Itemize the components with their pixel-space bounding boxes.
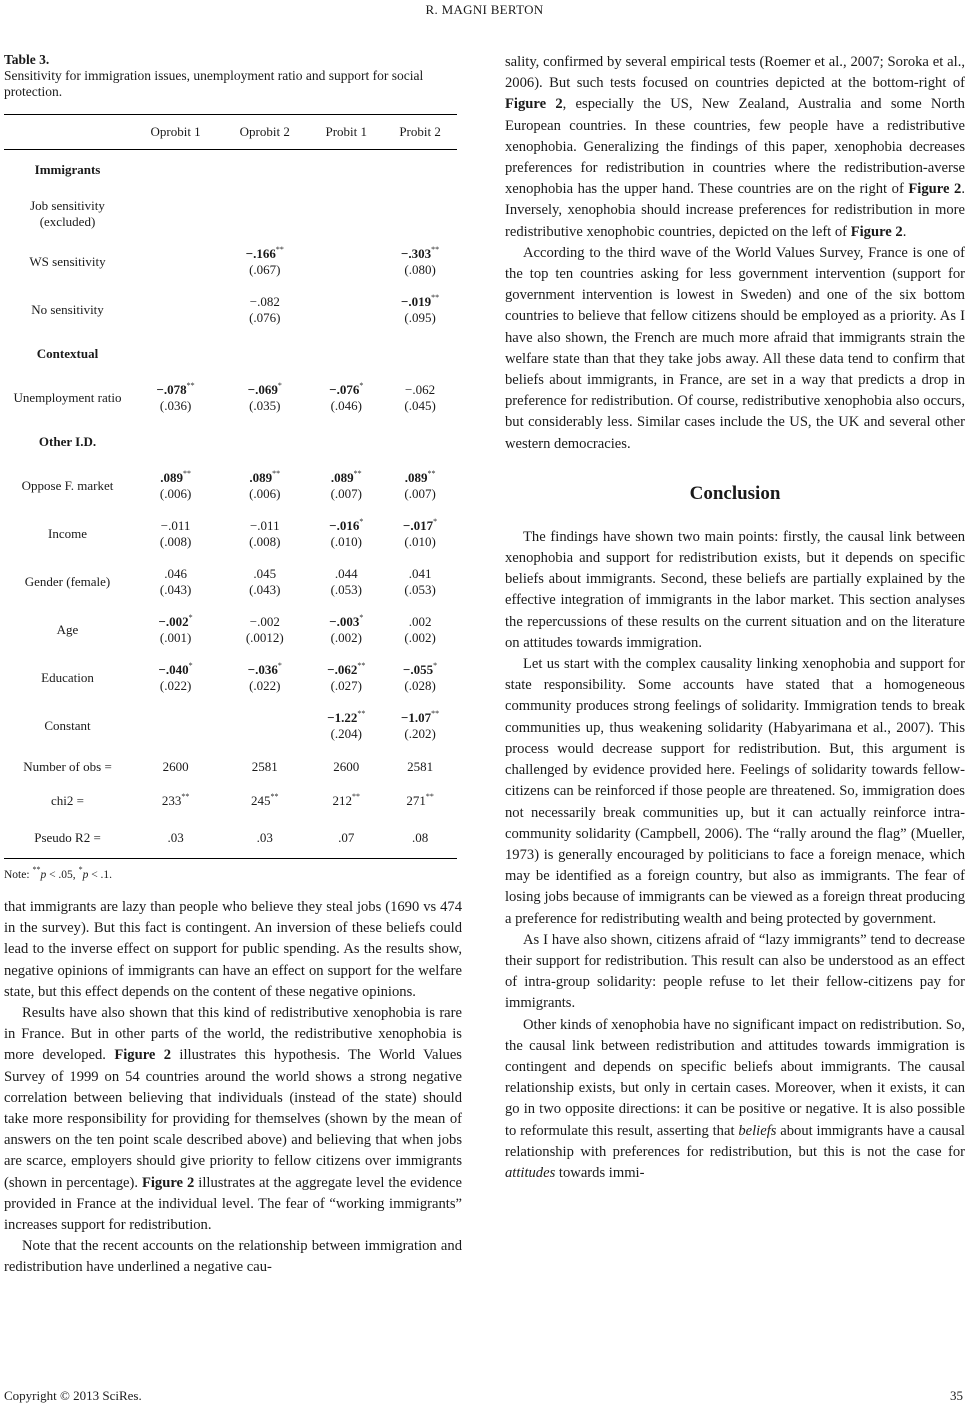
table-cell [383,654,457,702]
significance-stars: * [277,660,282,670]
standard-error: (.043) [249,582,281,597]
table-cell: .03 [220,818,309,859]
section-label: Immigrants [34,162,101,177]
standard-error: (.002) [404,630,436,645]
coefficient: −.166 [245,246,276,261]
table-cell [309,654,383,702]
paragraph: Other kinds of xenophobia have no significant impact on redistribution. So, the causal link between redistribution and attitudes towards immigration is contingent and depends on specific beliefs about immigrants. The causal relationship exists, but only in certain cases. Moreover, when it exists, it can go in two opposite directions: it can be positive or negative. It is also possible to reformulate this result, asserting that beliefs about immigrants have a causal relationship with preferences for redistribution, but this is not the case for attitudes towards immi- [505,1016,965,1181]
significance-stars: ** [431,292,440,302]
row-label: Constant [44,718,91,733]
coefficient: −.011 [160,518,191,533]
standard-error: (.095) [404,310,436,325]
table-row [4,784,457,818]
standard-error: (.007) [330,486,362,501]
significance-stars: ** [272,468,281,478]
table-cell [131,286,220,334]
coefficient: −.003 [329,614,360,629]
table-cell [309,462,383,510]
coefficient: −.002 [158,614,189,629]
standard-error: (.010) [404,534,436,549]
row-label: Oppose F. market [21,478,114,493]
table-caption: Sensitivity for immigration issues, unemployment ratio and support for social protection. [4,68,424,99]
section-label: Other I.D. [38,434,97,449]
coefficient: .089 [160,470,183,485]
table-note: Note: **p < .05, *p < .1. [4,865,113,881]
standard-error: (.053) [404,582,436,597]
row-label: Age [56,622,79,637]
significance-stars: * [359,380,364,390]
table-cell [220,654,309,702]
coefficient: .089 [404,470,428,485]
significance-stars: * [277,380,282,390]
significance-stars: * [433,660,438,670]
paragraph: sality, confirmed by several empirical tests (Roemer et al., 2007; Soroka et al., 2006). But such tests focused on countries depicted at the bottom-right of Figure 2, especially the US, New Zealand, Australia and some North European countries. In these countries, few people have a redistributive xenophobia. Generalizing the findings of this paper, xenophobia decreases preferences for redistribution in countries where the redistribution-averse xenophobia has the upper hand. These countries are on the right of Figure 2. Inversely, xenophobia should increase preferences for redistribution in more redistributive xenophobic countries, depicted on the left of Figure 2. [505,54,965,240]
coefficient: .089 [330,470,354,485]
table-cell [131,238,220,286]
standard-error: (.022) [159,678,192,693]
table-cell: .08 [383,818,457,859]
coefficient: .041 [408,566,432,581]
row-label: Number of obs = [23,759,112,774]
right-column [505,52,965,1184]
row-label: Income [48,526,87,541]
coefficient: −.062 [405,382,436,397]
table-row [4,558,457,606]
coefficient: −.040 [158,662,189,677]
table-cell [220,286,309,334]
table-row [4,238,457,286]
standard-error: (.045) [404,398,436,413]
standard-error: (.076) [249,310,281,325]
standard-error: (.022) [249,678,281,693]
standard-error: (.001) [159,630,192,645]
significance-stars: ** [431,244,440,254]
table-row [4,374,457,422]
significance-stars: ** [186,380,195,390]
table-row [4,190,457,238]
table-cell: 212** [332,791,361,808]
standard-error: (.028) [404,678,436,693]
significance-stars: ** [270,791,279,801]
significance-stars: ** [182,468,191,478]
table-cell: 2600 [333,759,360,774]
running-header: R. MAGNI BERTON [425,2,544,17]
table-cell [220,238,309,286]
coefficient: .089 [249,470,273,485]
significance-stars: * [188,612,193,622]
figure-reference: Figure 2 [908,181,962,198]
figure-reference: Figure 2 [114,1047,172,1064]
significance-stars: ** [353,468,362,478]
significance-stars: ** [357,660,366,670]
significance-stars: ** [275,244,284,254]
standard-error: (.067) [249,262,281,277]
table-row [4,750,457,784]
row-label: chi2 = [51,793,84,808]
row-label: Gender (female) [24,574,111,589]
paragraph: that immigrants are lazy than people who believe they steal jobs (1690 vs 474 in the survey). But this fact is contingent. An inversion of these beliefs could lead to the inverse effect on support for public spending. As the results show, negative opinions of immigrants can have an effect on support for the welfare state, but this effect depends on the content of these negative opinions. [4,899,462,1000]
section-row [4,334,457,374]
table-title: Table 3. [4,52,50,67]
row-label: No sensitivity [31,302,104,317]
table-cell [383,238,457,286]
page-number: 35 [950,1388,963,1403]
row-label: Pseudo R2 = [4,818,131,859]
paragraph: As I have also shown, citizens afraid of “lazy immigrants” tend to decrease their support for redistribution. This result can also be understood as an effect of intra-group solidarity: people refuse to let their fellow-citizens pay for immigrants. [505,931,965,1012]
coefficient: −.016 [329,518,360,533]
column-header [4,115,131,150]
table-cell [309,558,383,606]
table-row [4,510,457,558]
coefficient: .046 [164,566,187,581]
row-label: Job sensitivity (excluded) [30,198,105,229]
figure-reference: Figure 2 [141,1174,195,1191]
table-cell [383,374,457,422]
column-header: Probit 2 [383,115,457,150]
table-cell [131,462,220,510]
standard-error: (.204) [330,726,362,741]
regression-table [4,114,457,859]
table-cell [383,606,457,654]
table-cell [131,558,220,606]
table-row [4,462,457,510]
significance-stars: ** [352,791,361,801]
table-cell [131,606,220,654]
paragraph: Results have also shown that this kind of redistributive xenophobia is rare in France. But in other parts of the world, the redistributive xenophobia is more developed. Figure 2 illustrates this hypothesis. The World Values Survey of 1999 on 54 countries around the world shows a strong negative correlation between believing that individuals (instead of the state) should take more responsibility for providing for themselves (shown by the mean of answers on the ten point scale described above) and believing that when jobs are scarce, employers should give priority to fellow citizens over immigrants (shown in percentage). Figure 2 illustrates at the aggregate level the evidence provided in France at the individual level. The fear of “working immigrants” increases support for redistribution. [4,1005,463,1234]
coefficient: −1.07 [401,710,432,725]
coefficient: −1.22 [327,710,358,725]
coefficient: −.019 [401,294,432,309]
section-row [4,422,457,462]
table-cell [309,286,383,334]
table-cell [309,510,383,558]
paragraph: The findings have shown two main points: firstly, the causal link between xenophobia and support for redistribution exists, but it depends on specific beliefs about immigrants. Second, these beliefs are partially explained by the effective integration of immigrants in the labor market. This section analyses the repercussions of these results on the current situation and on the literature on attitudes towards immigration. [505,528,965,651]
table-cell [220,510,309,558]
table-cell: 233** [161,791,190,808]
standard-error: (.036) [159,398,192,413]
significance-stars: * [359,516,364,526]
table-cell: 2600 [162,759,189,774]
table-cell [131,702,220,750]
section-label: Contextual [36,346,99,361]
significance-stars: * [359,612,364,622]
table-row [4,286,457,334]
table-row [4,702,457,750]
left-column [4,52,462,1279]
table-cell: .03 [131,818,220,859]
coefficient: −.011 [249,518,280,533]
copyright-footer: Copyright © 2013 SciRes. [4,1388,142,1403]
table-cell [220,558,309,606]
standard-error: (.053) [330,582,362,597]
table-row [4,606,457,654]
significance-stars: ** [357,708,366,718]
table-cell: 2581 [407,759,434,774]
significance-stars: * [433,516,438,526]
column-header: Oprobit 2 [220,115,309,150]
section-row [4,150,457,191]
table-cell [309,374,383,422]
standard-error: (.008) [249,534,281,549]
significance-stars: ** [181,791,190,801]
significance-stars: ** [431,708,440,718]
table-cell [383,510,457,558]
table-cell: .07 [309,818,383,859]
coefficient: −.076 [329,382,360,397]
significance-stars: ** [427,468,436,478]
row-label: Education [41,670,94,685]
emphasis: attitudes [505,1164,556,1181]
standard-error: (.008) [159,534,192,549]
coefficient: −.017 [403,518,434,533]
standard-error: (.0012) [245,630,284,645]
paragraph: Let us start with the complex causality linking xenophobia and support for state responsibility. Some accounts have stated that a homogeneous community produces strong feelings of solidarity. Immigration tends to break communities up, thus weakening solidarity (Habyarimana et al., 2007). This process would decrease support for redistribution. But, this argument is challenged by evidence provided here. Feelings of solidarity towards fellow-citizens can be reinforced if those people are threatened. So, immigration does not necessarily break communities up, but it can actually reinforce intra-community solidarity (Campbell, 2006). The “rally around the flag” (Mueller, 1973) is generally encouraged by politicians to face a foreign menace, which may be identified as a foreign country, but also as immigrants. The fear of losing jobs because of immigrants can be viewed as a foreign threat producing a preference for redistributing wealth and being protected by government. [505,656,965,927]
coefficient: −.069 [247,382,278,397]
table-cell: 2581 [251,759,278,774]
table-header-row [4,115,457,150]
standard-error: (.035) [249,398,281,413]
table-row [4,654,457,702]
table-cell: 271** [406,791,434,808]
table-cell [131,510,220,558]
row-label: WS sensitivity [29,254,106,269]
column-header: Oprobit 1 [131,115,220,150]
paragraph: According to the third wave of the World Values Survey, France is one of the top ten countries asking for less government intervention (support for government intervention is lowest in Sweden) and one of the six bottom countries to believe that fellow citizens should be employed as a priority. As I have also shown, the French are much more afraid that immigrants strain the welfare state than that they take jobs away. All these data tend to confirm that beliefs about immigrants, in France, are set in a way that predicts a drop in preference for redistribution. Of course, redistributive xenophobia also occurs, but considerably less. Similar cases include the US, the UK and several other western democracies. [505,244,965,452]
standard-error: (.080) [404,262,436,277]
table-cell [220,606,309,654]
table-cell [131,374,220,422]
table-cell [383,558,457,606]
paragraph: Note that the recent accounts on the relationship between immigration and redistribution have underlined a negative cau- [4,1238,462,1276]
coefficient: −.078 [156,382,187,397]
significance-stars: ** [425,791,434,801]
coefficient: −.082 [249,294,280,309]
coefficient: −.002 [249,614,280,629]
table-cell [383,702,457,750]
coefficient: .002 [408,614,432,629]
coefficient: −.036 [247,662,278,677]
table-cell [383,286,457,334]
figure-reference: Figure 2 [505,96,563,113]
table-cell [220,374,309,422]
standard-error: (.202) [404,726,436,741]
coefficient: .044 [334,566,358,581]
table-cell [309,606,383,654]
table-cell [131,654,220,702]
standard-error: (.002) [330,630,362,645]
standard-error: (.010) [330,534,362,549]
standard-error: (.043) [159,582,192,597]
standard-error: (.027) [330,678,362,693]
table-cell [220,462,309,510]
coefficient: .045 [253,566,277,581]
standard-error: (.046) [330,398,362,413]
table-cell [309,702,383,750]
section-heading: Conclusion [689,482,781,504]
emphasis: beliefs [738,1122,777,1139]
row-label: Unemployment ratio [13,390,122,405]
standard-error: (.007) [404,486,436,501]
column-header: Probit 1 [309,115,383,150]
standard-error: (.006) [159,486,192,501]
figure-reference: Figure 2 [850,223,903,240]
standard-error: (.006) [249,486,281,501]
coefficient: −.062 [327,662,358,677]
significance-stars: * [188,660,193,670]
table-cell [220,702,309,750]
coefficient: −.303 [401,246,432,261]
table-row [4,818,457,859]
table-cell [309,238,383,286]
table-cell [383,462,457,510]
coefficient: −.055 [403,662,434,677]
table-cell: 245** [251,791,279,808]
